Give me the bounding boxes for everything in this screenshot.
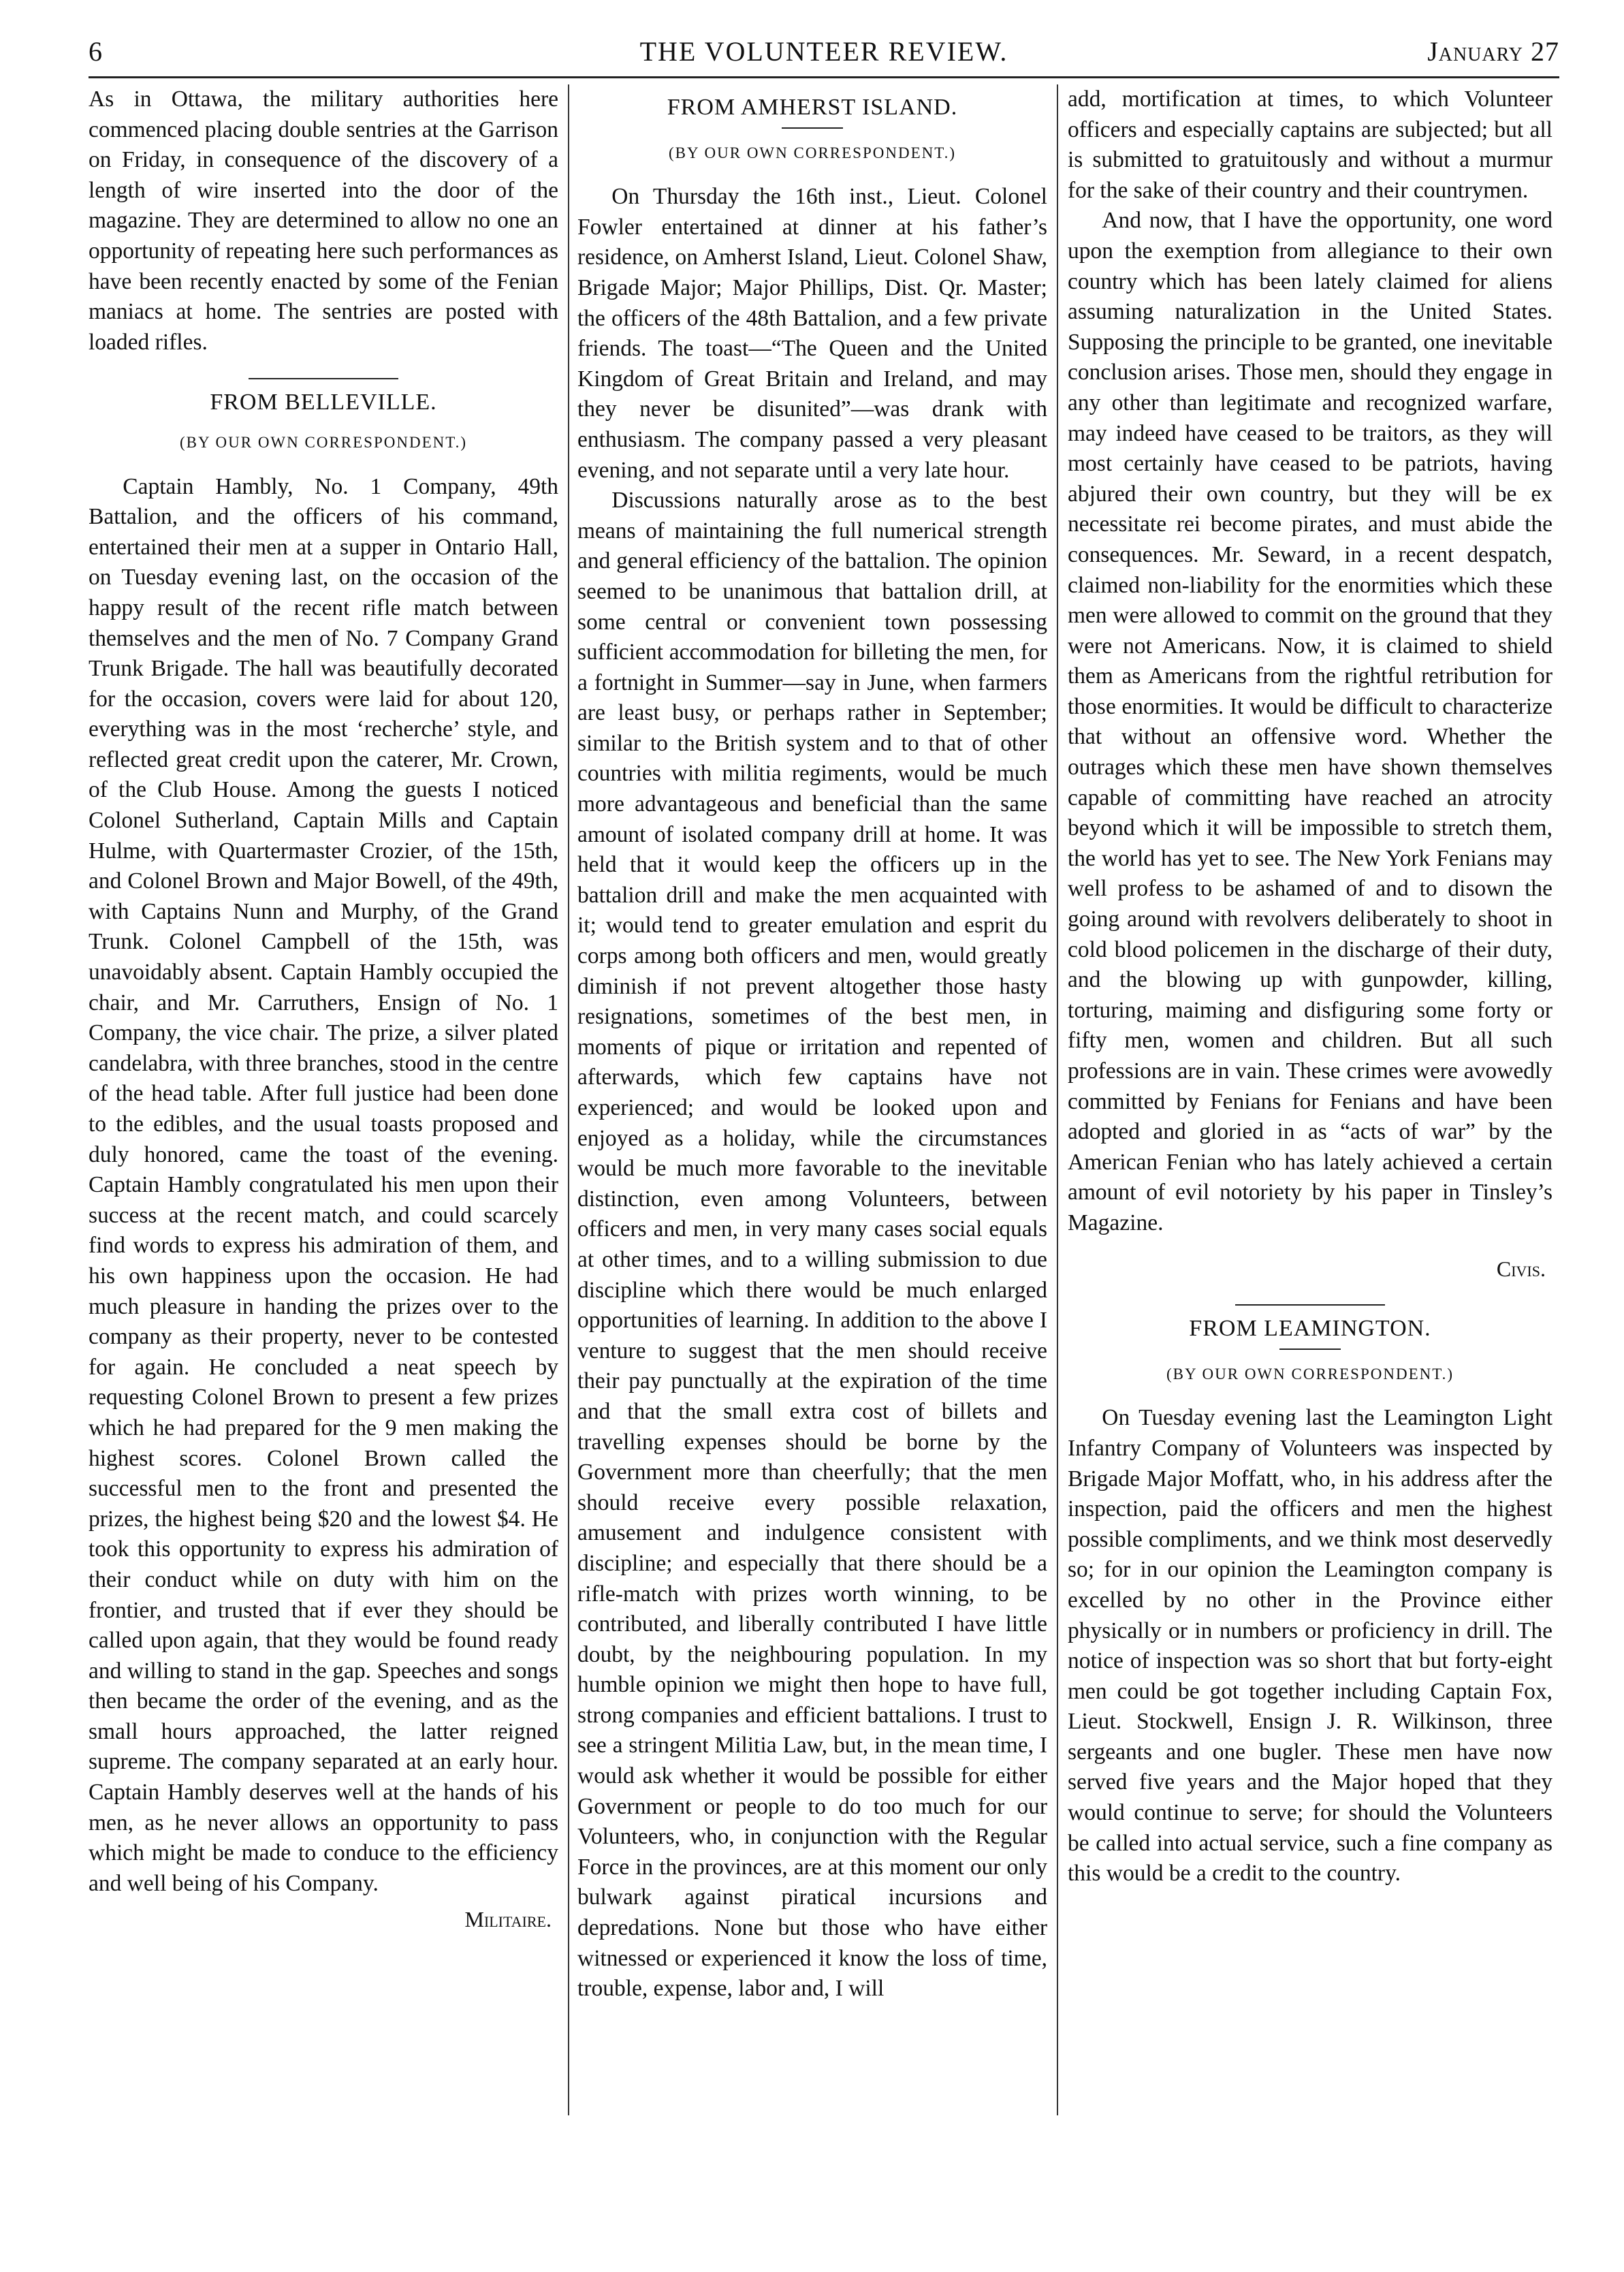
leamington-heading-rule	[1279, 1348, 1341, 1350]
amherst-continued-paragraph-2: And now, that I have the opportunity, one word upon the exemption from allegiance to their own country which has been lately claimed for aliens assuming naturalization in the United States. Supposing the principle to be granted, one inevitable conclusion arises. Those men, should they engage in any other than legitimate and recognized warfare, may indeed have ceased to be traitors, as they will most certainly have ceased to be patriots, having abjured their own country, but they will be ex necessitate rei become pirates, and must abide the consequences. Mr. Seward, in a recent despatch, claimed non-liability for the enormities which these men were allowed to commit on the ground that they were not Americans. Now, it is claimed to shield them as Americans from the rightful retribution for those enormities. It would be difficult to characterize that without an offensive word. Whether the outrages which these men have shown themselves capable of committing have reached an atrocity beyond which it will be impossible to stretch them, the world has yet to see. The New York Fenians may well profess to be ashamed of and to disown the going around with revolvers deliberately to shoot in cold blood policemen in the discharge of their duty, and the blowing up with gunpowder, killing, torturing, maiming and disfiguring some forty or fifty men, women and children. But all such professions are in vain. These crimes were avowedly committed by Fenians for Fenians and have been adopted and gloried in as “acts of war” by the American Fenian who has lately achieved a certain amount of evil notoriety by his paper in Tinsley’s Magazine.	[1068, 208, 1553, 1235]
leamington-heading: FROM LEAMINGTON.	[1189, 1316, 1431, 1342]
belleville-heading: FROM BELLEVILLE.	[210, 390, 437, 415]
ottawa-sentries-paragraph: As in Ottawa, the military authorities here commenced placing double sentries at the Garrison on Friday, in consequence of the discovery of a length of wire inserted into the door of the magazine. They are determined to allow no one an opportunity of repeating here such performances as have been recently enacted by some of the Fenian maniacs at home. The sentries are posted with loaded rifles.	[89, 86, 558, 355]
issue-date: January 27	[1427, 36, 1559, 67]
civis-signature: Civis.	[1496, 1256, 1546, 1281]
belleville-correspondent-line: (BY OUR OWN CORRESPONDENT.)	[180, 433, 467, 451]
page-number: 6	[89, 36, 103, 67]
column-1	[89, 84, 558, 2136]
amherst-paragraph-2: Discussions naturally arose as to the best means of maintaining the full numerical strength and general efficiency of the battalion. The opinion seemed to be unanimous that battalion drill, at some central or convenient town possessing sufficient accommodation for billeting the men, for a fortnight in Summer—say in June, when farmers are least busy, or perhaps rather in September; similar to the British system and to that of other countries with militia regiments, would be much more advantageous and beneficial than the same amount of isolated company drill at home. It was held that it would keep the officers up in the battalion drill and make the men acquainted with it; would tend to greater emulation and esprit du corps among both officers and men, would greatly diminish if not prevent altogether those hasty resignations, sometimes of the best men, in moments of pique or irritation and repented of afterwards, which few captains have not experienced; and would be looked upon and enjoyed as a holiday, while the circumstances would be much more favorable to the inevitable distinction, even among Volunteers, between officers and men, in very many cases social equals at other times, and to a willing submission to due discipline which there would be much enlarged opportunities of learning. In addition to the above I venture to suggest that the men should receive their pay punctually at the expiration of the time and that the small extra cost of billets and travelling expenses should be borne by the Government more than cheerfully; that the men should receive every possible relaxation, amusement and indulgence consistent with discipline; and especially that there should be a rifle-match with prizes worth winning, to be contributed, and liberally contributed I have little doubt, by the neighbouring population. In my humble opinion we might then hope to have full, strong companies and efficient battalions. I trust to see a stringent Militia Law, but, in the mean time, I would ask whether it would be possible for either Government or people to do too much for our Volunteers, who, in conjunction with the Regular Force in the provinces, are at this moment our only bulwark against piratical incursions and depredations. None but those who have either witnessed or experienced it know the loss of time, trouble, expense, labor and, I will	[577, 488, 1047, 2002]
belleville-article-body: Captain Hambly, No. 1 Company, 49th Battalion, and the officers of his command, entertained their men at a supper in Ontario Hall, on Tuesday evening last, on the occasion of the happy result of the recent rifle match between themselves and the men of No. 7 Company Grand Trunk Brigade. The hall was beautifully decorated for the occasion, covers were laid for about 120, everything was in the most ‘recherche’ style, and reflected great credit upon the caterer, Mr. Crown, of the Club House. Among the guests I noticed Colonel Sutherland, Captain Mills and Captain Hulme, with Quartermaster Crozier, of the 15th, and Colonel Brown and Major Bowell, of the 49th, with Captains Nunn and Murphy, of the Grand Trunk. Colonel Campbell of the 15th, was unavoidably absent. Captain Hambly occupied the chair, and Mr. Carruthers, Ensign of No. 1 Company, the vice chair. The prize, a silver plated candelabra, with three branches, stood in the centre of the head table. After full justice had been done to the edibles, and the usual toasts proposed and duly honored, came the toast of the evening. Captain Hambly congratulated his men upon their success at the recent match, and could scarcely find words to express his admiration of them, and his own happiness upon the occasion. He had much pleasure in handing the prizes over to the company as their property, never to be contested for again. He concluded a neat speech by requesting Colonel Brown to present a few prizes which he had prepared for the 9 men making the highest scores. Colonel Brown called the successful men to the front and presented the prizes, the highest being $20 and the lowest $4. He took this opportunity to express his admiration of their conduct while on duty with him on the frontier, and trusted that if ever they should be called upon again, that they would be found ready and willing to stand in the gap. Speeches and songs then became the order of the evening, and as the small hours approached, the latter reigned supreme. The company separated at an early hour. Captain Hambly deserves well at the hands of his men, as he never allows an opportunity to pass which might be made to conduce to the efficiency and well being of his Company.	[89, 473, 558, 1896]
header-rule	[89, 76, 1559, 78]
section-rule	[249, 378, 398, 379]
belleville-signature: Militaire.	[464, 1907, 552, 1932]
newspaper-title: THE VOLUNTEER REVIEW.	[639, 36, 1008, 67]
column-divider-1	[568, 84, 569, 2115]
amherst-continued-paragraph-1: add, mortification at times, to which Volunteer officers and especially captains are subjected; but all is submitted to gratuitously and without a murmur for the sake of their country and their countrymen.	[1068, 86, 1553, 203]
amherst-paragraph-1: On Thursday the 16th inst., Lieut. Colonel Fowler entertained at dinner at his father’s residence, on Amherst Island, Lieut. Colonel Shaw, Brigade Major; Major Phillips, Dist. Qr. Master; the officers of the 48th Battalion, and a few private friends. The toast—“The Queen and the United Kingdom of Great Britain and Ireland, and may they never be disunited”—was drank with enthusiasm. The company passed a very pleasant evening, and not separate until a very late hour.	[577, 184, 1047, 483]
section-rule-2	[1235, 1304, 1385, 1306]
page-header	[89, 30, 1559, 78]
leamington-article-body: On Tuesday evening last the Leamington Light Infantry Company of Volunteers was inspected by Brigade Major Moffatt, who, in his address after the inspection, paid the officers and men the highest possible compliments, and we think most deservedly so; for in our opinion the Leamington company is excelled by no other in the Province either physically or in numbers or proficiency in drill. The notice of inspection was so short that but forty-eight men could be got together including Captain Fox, Lieut. Stockwell, Ensign J. R. Wilkinson, three sergeants and one bugler. These men have now served five years and the Major hoped that they would continue to serve; for should the Volunteers be called into actual service, such a fine company as this would be a credit to the country.	[1068, 1405, 1553, 1887]
amherst-correspondent-line: (BY OUR OWN CORRESPONDENT.)	[669, 144, 956, 161]
amherst-heading-rule	[782, 127, 843, 129]
column-3	[1068, 84, 1553, 2136]
leamington-correspondent-line: (BY OUR OWN CORRESPONDENT.)	[1166, 1365, 1454, 1383]
column-divider-2	[1057, 84, 1058, 2115]
amherst-heading: FROM AMHERST ISLAND.	[667, 95, 958, 120]
column-2	[577, 84, 1047, 2136]
